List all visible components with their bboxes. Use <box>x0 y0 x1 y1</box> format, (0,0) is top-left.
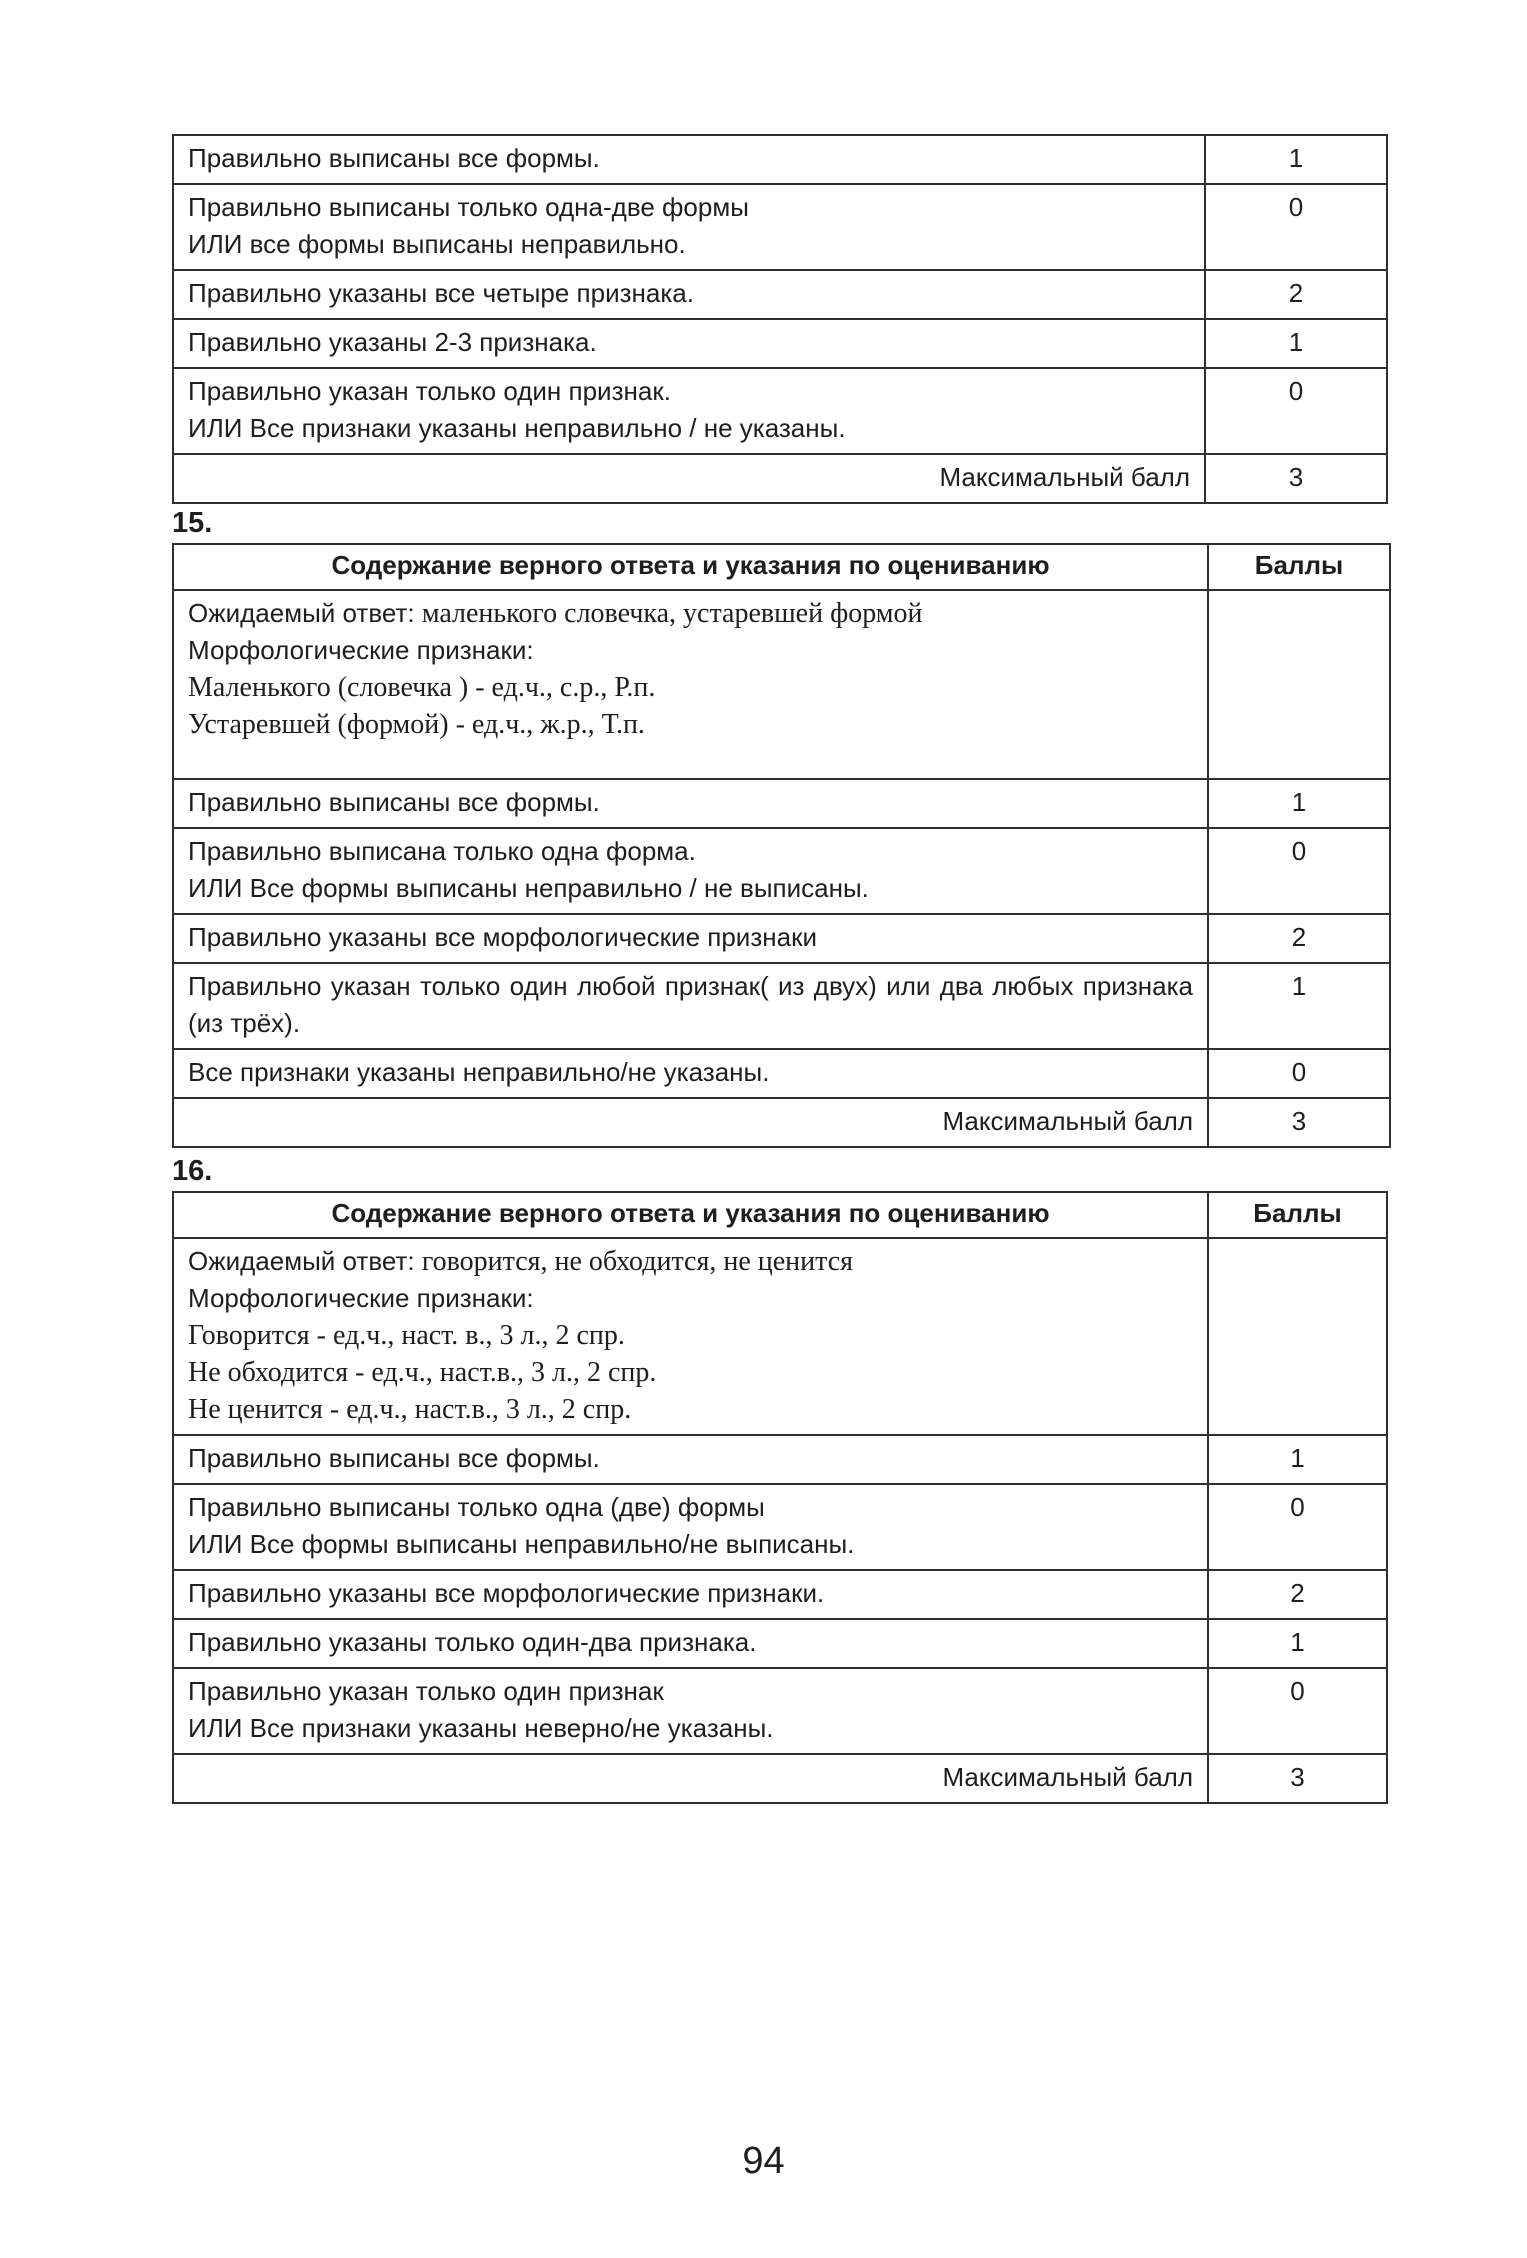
points-cell: 0 <box>1208 1668 1387 1754</box>
header-content: Содержание верного ответа и указания по оцениванию <box>173 544 1208 590</box>
table-row <box>173 1484 1387 1570</box>
criterion-cell: Правильно указаны все морфологические признаки <box>173 914 1208 963</box>
max-score-row <box>173 1754 1387 1803</box>
criterion-cell: Правильно указан только один любой признак( из двух) или два любых признака (из трёх). <box>173 963 1208 1049</box>
max-score-row <box>173 454 1387 503</box>
points-cell: 2 <box>1205 270 1387 319</box>
answer-row <box>173 1238 1387 1435</box>
criteria-table-task-15 <box>172 543 1391 1148</box>
points-cell-empty <box>1208 1238 1387 1435</box>
answer-line: Маленького (словечка ) - ед.ч., с.р., Р.п. <box>188 672 656 703</box>
task-number: 16. <box>172 1155 213 1187</box>
points-cell: 0 <box>1208 1049 1390 1098</box>
points-cell: 0 <box>1205 184 1387 270</box>
criterion-cell: Правильно указаны все морфологические признаки. <box>173 1570 1208 1619</box>
answer-line: Не обходится - ед.ч., наст.в., 3 л., 2 спр. <box>188 1357 657 1388</box>
points-cell: 0 <box>1208 1484 1387 1570</box>
max-score-value: 3 <box>1208 1098 1390 1147</box>
max-score-label: Максимальный балл <box>173 1754 1208 1803</box>
criterion-cell: Правильно указаны все четыре признака. <box>173 270 1205 319</box>
table-row <box>173 963 1390 1049</box>
table-row <box>173 368 1387 454</box>
table-row <box>173 828 1390 914</box>
header-points: Баллы <box>1208 544 1390 590</box>
max-score-row <box>173 1098 1390 1147</box>
points-cell: 2 <box>1208 1570 1387 1619</box>
points-cell: 1 <box>1208 779 1390 828</box>
table-row <box>173 779 1390 828</box>
criterion-cell: Правильно указаны 2-3 признака. <box>173 319 1205 368</box>
task-number: 15. <box>172 507 213 539</box>
table-row <box>173 1619 1387 1668</box>
header-points: Баллы <box>1208 1192 1387 1238</box>
max-score-label: Максимальный балл <box>173 454 1205 503</box>
answer-row <box>173 590 1390 779</box>
answer-line: Устаревшей (формой) - ед.ч., ж.р., Т.п. <box>188 709 645 740</box>
header-row <box>173 1192 1387 1238</box>
criterion-cell: Правильно выписаны все формы. <box>173 135 1205 184</box>
morph-label: Морфологические признаки: <box>188 1283 534 1313</box>
expected-answer-cell <box>173 590 1208 779</box>
points-cell: 0 <box>1205 368 1387 454</box>
expected-answer-label: Ожидаемый ответ: <box>188 1246 422 1276</box>
points-cell: 0 <box>1208 828 1390 914</box>
max-score-value: 3 <box>1208 1754 1387 1803</box>
table-row <box>173 184 1387 270</box>
morph-label: Морфологические признаки: <box>188 635 534 665</box>
max-score-label: Максимальный балл <box>173 1098 1208 1147</box>
criterion-cell: Правильно выписаны все формы. <box>173 779 1208 828</box>
points-cell: 1 <box>1205 135 1387 184</box>
points-cell: 1 <box>1208 1619 1387 1668</box>
criterion-cell: Все признаки указаны неправильно/не указаны. <box>173 1049 1208 1098</box>
points-cell: 1 <box>1208 1435 1387 1484</box>
page-number: 94 <box>742 2140 785 2182</box>
points-cell: 1 <box>1205 319 1387 368</box>
max-score-value: 3 <box>1205 454 1387 503</box>
criterion-cell: Правильно указан только один признак ИЛИ Все признаки указаны неверно/не указаны. <box>173 1668 1208 1754</box>
points-cell: 1 <box>1208 963 1390 1049</box>
points-cell: 2 <box>1208 914 1390 963</box>
table-row <box>173 270 1387 319</box>
table-row <box>173 1668 1387 1754</box>
criteria-table-task-16 <box>172 1191 1388 1804</box>
expected-answer-label: Ожидаемый ответ: <box>188 598 422 628</box>
criterion-cell: Правильно выписаны только одна-две формы ИЛИ все формы выписаны неправильно. <box>173 184 1205 270</box>
header-content: Содержание верного ответа и указания по оцениванию <box>173 1192 1208 1238</box>
criterion-cell: Правильно выписана только одна форма. ИЛИ Все формы выписаны неправильно / не выписаны. <box>173 828 1208 914</box>
criterion-cell: Правильно выписаны только одна (две) формы ИЛИ Все формы выписаны неправильно/не выписаны. <box>173 1484 1208 1570</box>
header-row <box>173 544 1390 590</box>
answer-line: Говорится - ед.ч., наст. в., 3 л., 2 спр. <box>188 1320 625 1351</box>
points-cell-empty <box>1208 590 1390 779</box>
criterion-cell: Правильно указан только один признак. ИЛИ Все признаки указаны неправильно / не указаны. <box>173 368 1205 454</box>
table-row <box>173 135 1387 184</box>
table-row <box>173 914 1390 963</box>
expected-answer-cell <box>173 1238 1208 1435</box>
criteria-table-continued <box>172 134 1388 504</box>
answer-line: Не ценится - ед.ч., наст.в., 3 л., 2 спр. <box>188 1394 632 1425</box>
expected-answer-value: маленького словечка, устаревшей формой <box>421 598 923 629</box>
criterion-cell: Правильно выписаны все формы. <box>173 1435 1208 1484</box>
table-row <box>173 1049 1390 1098</box>
criterion-cell: Правильно указаны только один-два признака. <box>173 1619 1208 1668</box>
expected-answer-value: говорится, не обходится, не ценится <box>421 1246 854 1277</box>
table-row <box>173 319 1387 368</box>
table-row <box>173 1435 1387 1484</box>
table-row <box>173 1570 1387 1619</box>
